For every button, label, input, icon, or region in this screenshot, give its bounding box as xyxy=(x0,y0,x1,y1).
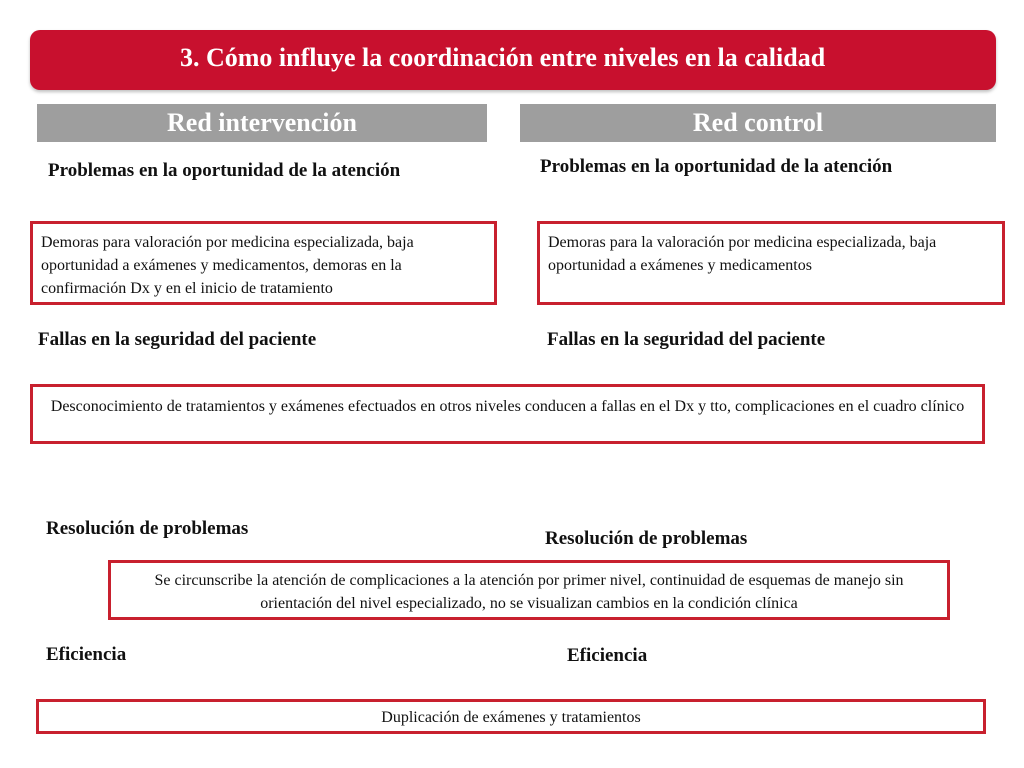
resolucion-box: Se circunscribe la atención de complicaciones a la atención por primer nivel, continuidad de esquemas de manejo sin orientación del nivel especializado, no se visualizan cambios en la condición clínica xyxy=(108,560,950,620)
right-oportunidad-title: Problemas en la oportunidad de la atención xyxy=(540,156,893,177)
header-red-control: Red control xyxy=(520,104,996,142)
right-resolucion-title: Resolución de problemas xyxy=(545,528,748,549)
page-title: 3. Cómo influye la coordinación entre niveles en la calidad xyxy=(180,43,826,72)
left-eficiencia-title: Eficiencia xyxy=(46,644,127,665)
right-seguridad-title: Fallas en la seguridad del paciente xyxy=(547,329,826,350)
left-oportunidad-box: Demoras para valoración por medicina especializada, baja oportunidad a exámenes y medicamentos, demoras en la confirmación Dx y en el inicio de tratamiento xyxy=(30,221,497,305)
left-oportunidad-title: Problemas en la oportunidad de la atención xyxy=(48,160,401,181)
right-eficiencia-title: Eficiencia xyxy=(567,645,648,666)
title-bar xyxy=(30,30,996,90)
eficiencia-box: Duplicación de exámenes y tratamientos xyxy=(36,699,986,734)
right-oportunidad-box: Demoras para la valoración por medicina especializada, baja oportunidad a exámenes y medicamentos xyxy=(537,221,1005,305)
header-red-intervencion: Red intervención xyxy=(37,104,487,142)
left-resolucion-title: Resolución de problemas xyxy=(46,518,249,539)
left-seguridad-title: Fallas en la seguridad del paciente xyxy=(38,329,317,350)
seguridad-box: Desconocimiento de tratamientos y exámenes efectuados en otros niveles conducen a fallas en el Dx y tto, complicaciones en el cuadro clínico xyxy=(30,384,985,444)
